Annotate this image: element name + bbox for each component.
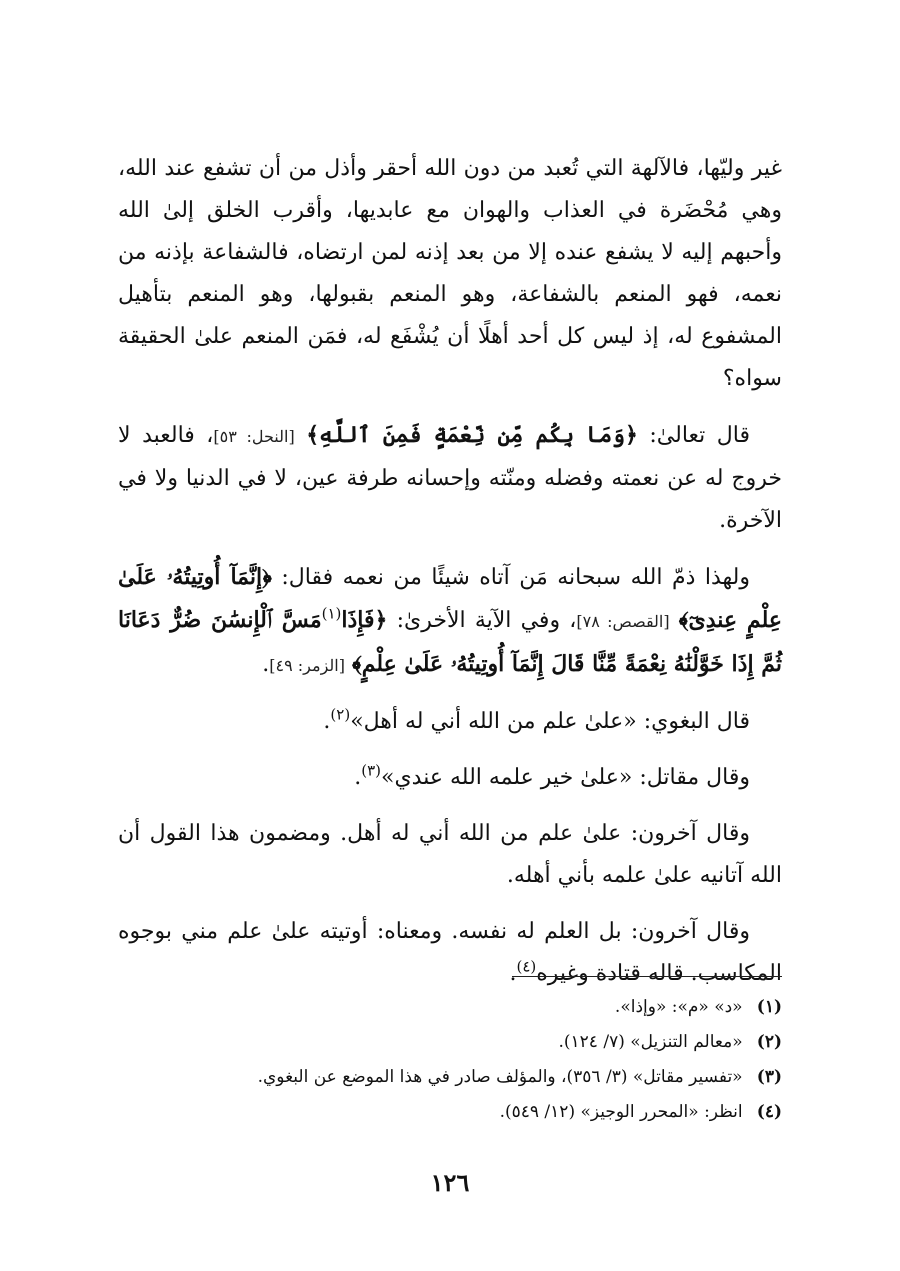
p7-end: . xyxy=(509,961,517,986)
p1-line-1: غير وليّها، فالآلهة التي تُعبد من دون الله أحقر وأذل من أن تشفع عند الله، xyxy=(118,156,782,181)
p2-line-2: عن نعمته وفضله ومنّته وإحسانه طرفة عين، لا في الدنيا ولا في الآخرة. xyxy=(118,466,782,533)
footnotes xyxy=(118,990,782,1130)
p7-line-2: المكاسب. قاله قتادة وغيره xyxy=(536,961,782,986)
p1-line-2: وهي مُحْضَرة في العذاب والهوان مع عابديها، وأقرب الخلق إلىٰ الله وأحبهم xyxy=(118,198,782,265)
footnote-marker-3[interactable]: (٣) xyxy=(361,761,381,780)
p2-rest: ، فالعبد لا خروج له xyxy=(118,423,782,491)
paragraph-6 xyxy=(118,813,782,897)
p1-line-4: المنعم بالشفاعة، وهو المنعم بقبولها، وهو المنعم بتأهيل المشفوع له، إذ xyxy=(118,282,782,349)
footnote-marker-2[interactable]: (٢) xyxy=(330,705,351,724)
footnote-marker-4[interactable]: (٤) xyxy=(516,957,537,976)
muqatil-quote: وقال مقاتل: «علىٰ خير علمه الله عندي» xyxy=(381,765,750,790)
p6-line-2: آتانيه علىٰ علمه بأني أهله. xyxy=(506,863,744,888)
footnote-4 xyxy=(118,1095,782,1130)
main-text xyxy=(118,148,782,1009)
quran-verse-zumar: مَسَّ ٱلْإِنسَٰنَ ضُرٌّ دَعَانَا ثُمَّ إِذَا خَوَّلْنَٰهُ نِعْمَةً مِّنَّا قَالَ إِنَّمَآ أُوتِيتُهُۥ عَلَىٰ عِلْمٍ﴾ xyxy=(118,607,782,677)
footnote-separator xyxy=(512,976,782,977)
p1-line-5: ليس كل أحد أهلًا أن يُشْفَع له، فمَن المنعم علىٰ الحقيقة سواه؟ xyxy=(118,324,782,391)
p3-mid: ، وفي الآية الأخرىٰ: xyxy=(387,608,577,633)
footnote-text: «معالم التنزيل» (٧/ ١٢٤). xyxy=(558,1032,743,1052)
footnote-number: (٤) xyxy=(756,1102,782,1122)
verse-reference-zumar: [الزمر: ٤٩] xyxy=(269,656,345,675)
baghawi-quote: قال البغوي: «علىٰ علم من الله أني له أهل» xyxy=(350,709,750,734)
footnote-number: (٣) xyxy=(756,1067,782,1087)
p2-lead: قال تعالىٰ: xyxy=(637,423,751,448)
footnote-text: «د» «م»: «وإذا». xyxy=(614,997,743,1017)
p4-end: . xyxy=(323,709,331,734)
footnote-text: «تفسير مقاتل» (٣/ ٣٥٦)، والمؤلف صادر في هذا الموضع عن البغوي. xyxy=(257,1067,743,1087)
p3-lead: ولهذا ذمّ الله سبحانه مَن آتاه شيئًا من نعمه فقال: xyxy=(271,565,751,590)
verse-reference-qasas: [القصص: ٧٨] xyxy=(576,612,670,631)
footnote-number: (١) xyxy=(756,997,782,1017)
verse-reference-nahl: [النحل: ٥٣] xyxy=(213,427,295,446)
paragraph-5 xyxy=(118,757,782,799)
quran-verse-zumar-start: ﴿فَإِذَا xyxy=(341,607,388,633)
p7-line-1: وقال آخرون: بل العلم له نفسه. ومعناه: أوتيته علىٰ علم مني بوجوه xyxy=(118,919,750,944)
p6-line-1: وقال آخرون: علىٰ علم من الله أني له أهل. ومضمون هذا القول أن الله xyxy=(118,821,782,888)
paragraph-1 xyxy=(118,148,782,400)
quran-verse-qasas: ﴿إِنَّمَآ أُوتِيتُهُۥ عَلَىٰ عِلْمٍ عِندِىٓ﴾ xyxy=(118,564,782,633)
p5-end: . xyxy=(354,765,362,790)
quran-verse-nahl: ﴿وَمَا بِكُم مِّن نِّعْمَةٍ فَمِنَ ٱللَّهِ﴾ xyxy=(306,422,638,448)
p3-end: . xyxy=(262,652,270,677)
p1-line-3: إليه لا يشفع عنده إلا من بعد إذنه لمن ارتضاه، فالشفاعة بإذنه من نعمه، فهو xyxy=(118,240,782,307)
footnote-number: (٢) xyxy=(756,1032,782,1052)
footnote-marker-1[interactable]: (١) xyxy=(321,604,342,623)
footnote-1 xyxy=(118,990,782,1025)
footnote-3 xyxy=(118,1060,782,1095)
footnote-2 xyxy=(118,1025,782,1060)
footnote-text: انظر: «المحرر الوجيز» (١٢/ ٥٤٩). xyxy=(499,1102,743,1122)
page-number: ١٢٦ xyxy=(430,1168,470,1197)
paragraph-4 xyxy=(118,701,782,743)
paragraph-7 xyxy=(118,911,782,995)
paragraph-2 xyxy=(118,414,782,542)
paragraph-3 xyxy=(118,556,782,687)
